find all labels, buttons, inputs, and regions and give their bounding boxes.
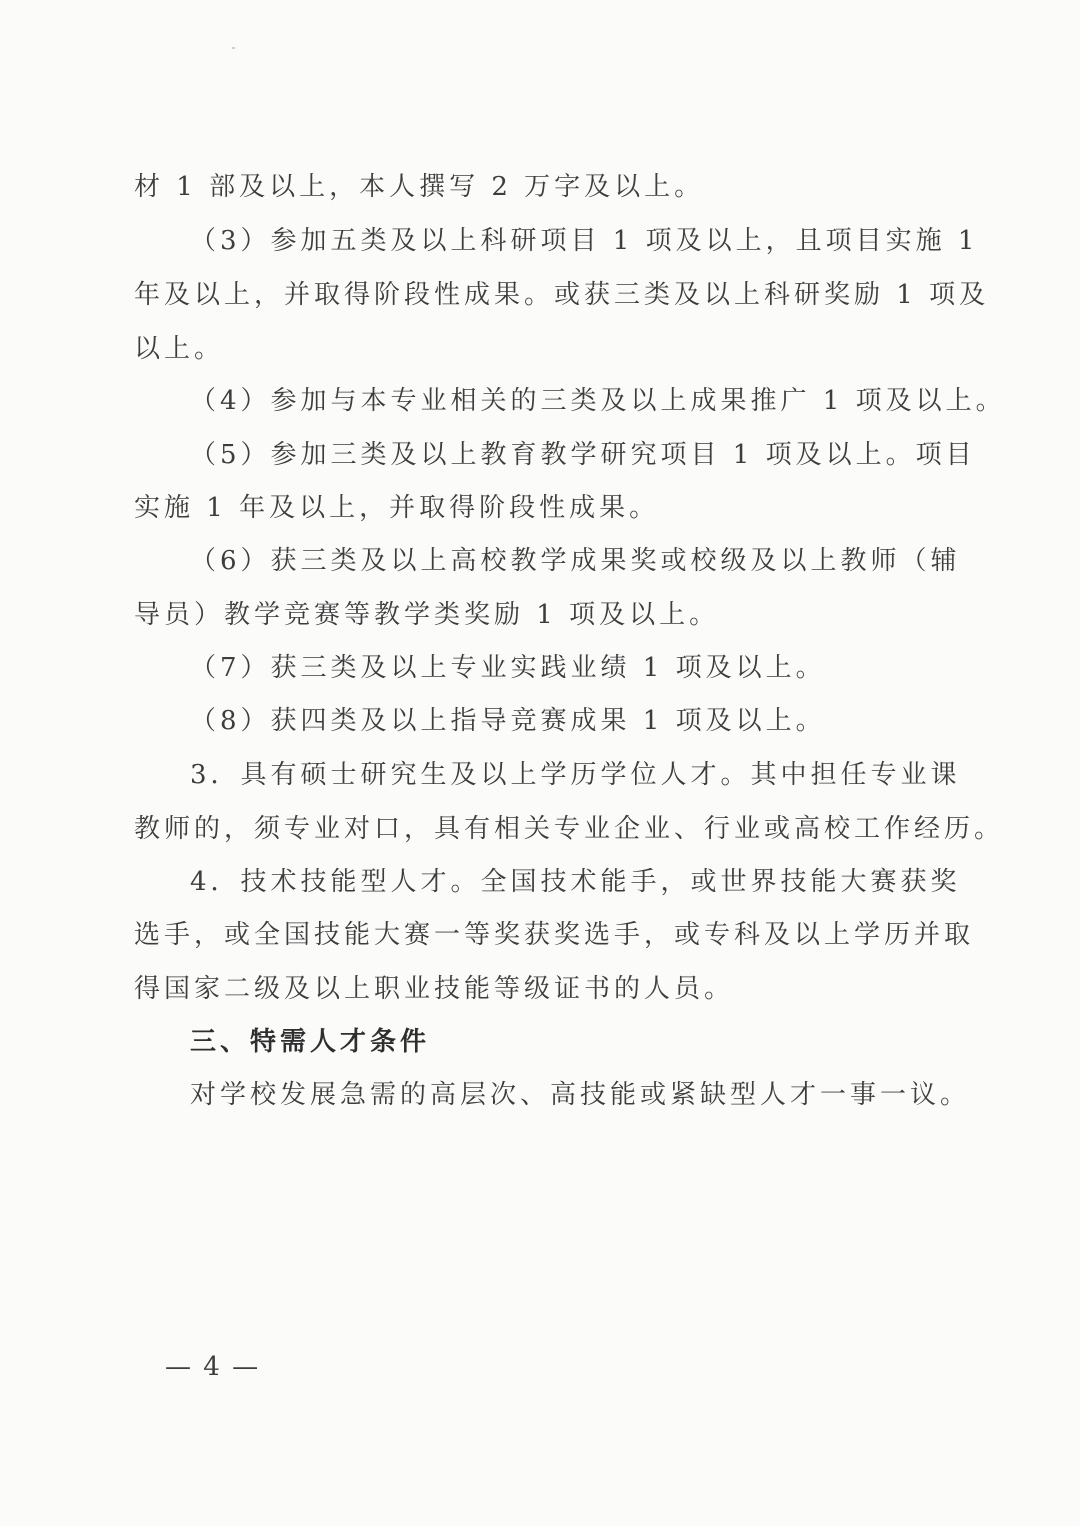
paragraph-line-2: （3）参加五类及以上科研项目 1 项及以上，且项目实施 1 — [190, 226, 979, 256]
paragraph-line-3: 年及以上，并取得阶段性成果。或获三类及以上科研奖励 1 项及 — [134, 280, 990, 310]
section-body: 对学校发展急需的高层次、高技能或紧缺型人才一事一议。 — [190, 1080, 971, 1110]
paragraph-line-15: 选手，或全国技能大赛一等奖获奖选手，或专科及以上学历并取 — [134, 920, 975, 950]
paragraph-line-11: （8）获四类及以上指导竞赛成果 1 项及以上。 — [190, 706, 826, 736]
paragraph-line-7: 实施 1 年及以上，并取得阶段性成果。 — [134, 493, 660, 523]
paragraph-line-14: 4．技术技能型人才。全国技术能手，或世界技能大赛获奖 — [190, 867, 961, 897]
scan-speck — [232, 47, 235, 49]
paragraph-line-12: 3．具有硕士研究生及以上学历学位人才。其中担任专业课 — [190, 760, 961, 790]
paragraph-line-13: 教师的，须专业对口，具有相关专业企业、行业或高校工作经历。 — [134, 814, 1005, 844]
paragraph-line-1: 材 1 部及以上，本人撰写 2 万字及以上。 — [134, 172, 705, 202]
paragraph-line-9: 导员）教学竞赛等教学类奖励 1 项及以上。 — [134, 600, 720, 630]
paragraph-line-5: （4）参加与本专业相关的三类及以上成果推广 1 项及以上。 — [190, 386, 1006, 416]
paragraph-line-16: 得国家二级及以上职业技能等级证书的人员。 — [134, 974, 735, 1004]
paragraph-line-8: （6）获三类及以上高校教学成果奖或校级及以上教师（辅 — [190, 546, 961, 576]
section-heading: 三、特需人才条件 — [190, 1027, 431, 1057]
paragraph-line-4: 以上。 — [134, 334, 225, 364]
paragraph-line-6: （5）参加三类及以上教育教学研究项目 1 项及以上。项目 — [190, 440, 976, 470]
paragraph-line-10: （7）获三类及以上专业实践业绩 1 项及以上。 — [190, 653, 826, 683]
page-number: — 4 — — [165, 1352, 261, 1382]
